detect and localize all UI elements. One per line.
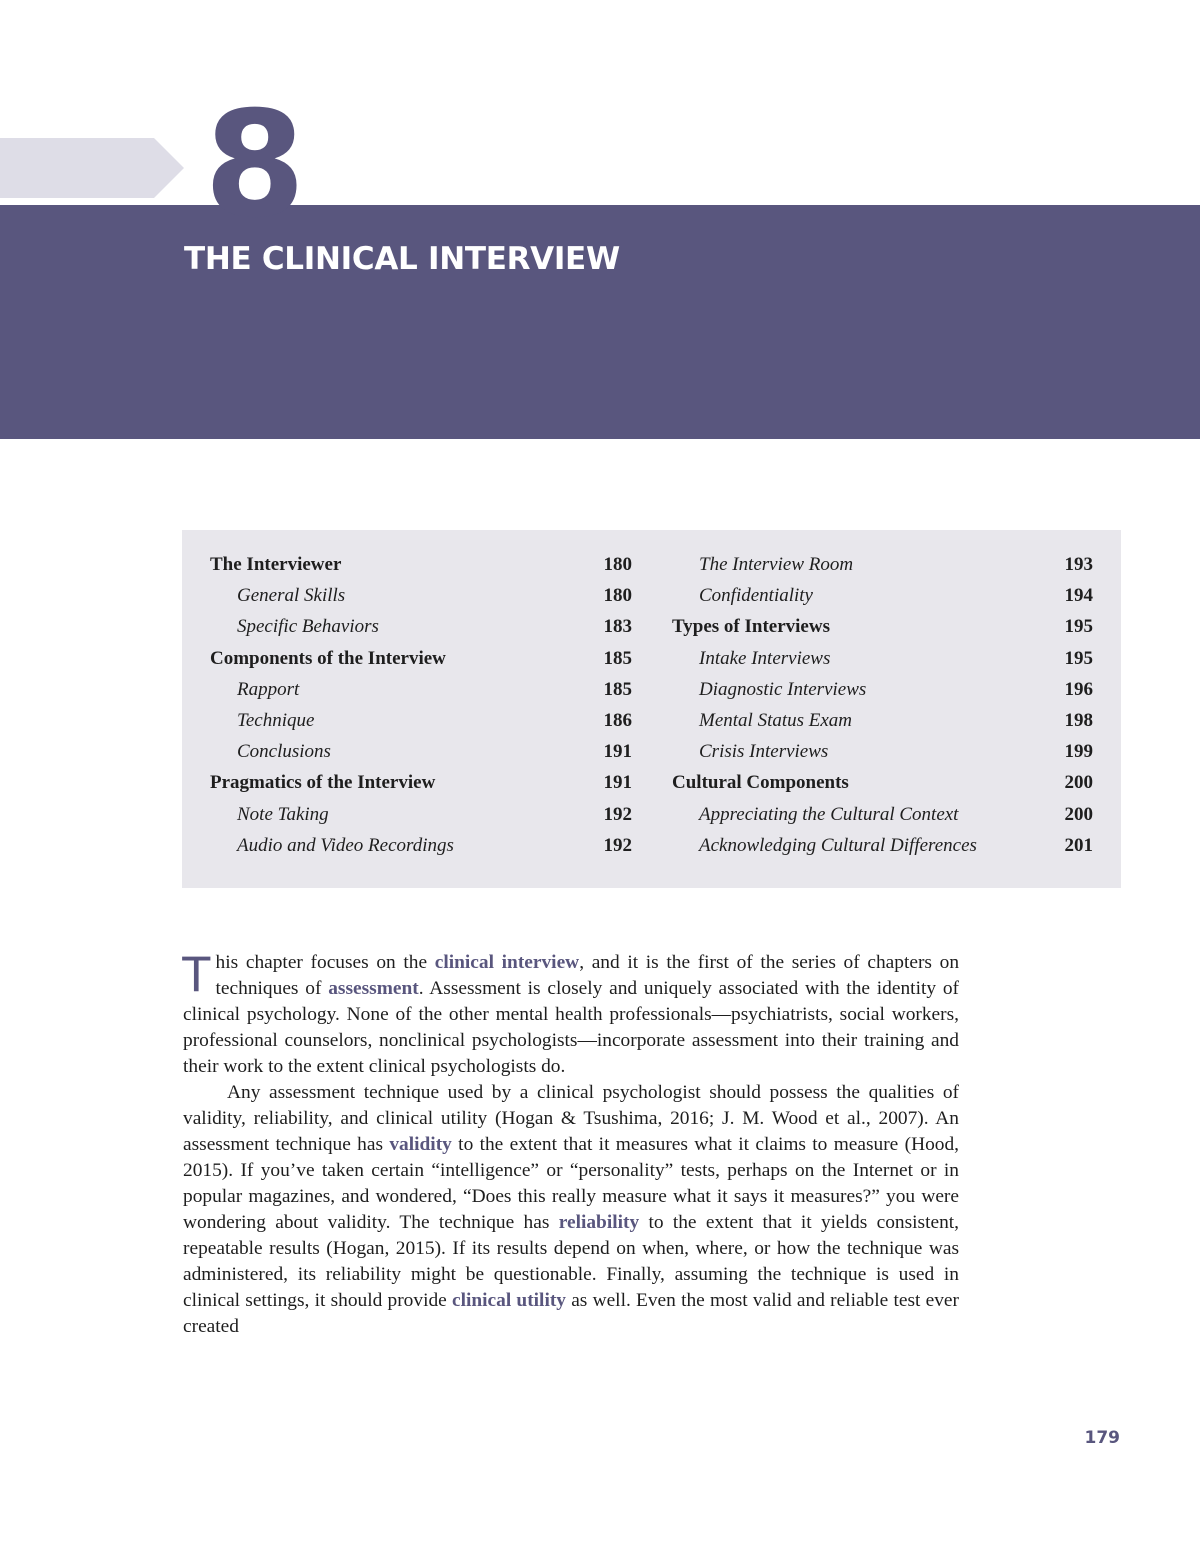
contents-entry-label: Cultural Components — [672, 772, 849, 794]
contents-entry-label: Rapport — [237, 678, 300, 700]
contents-entry-label: Note Taking — [237, 803, 329, 825]
contents-entry — [210, 643, 632, 674]
text-run: to the extent that it measures what it claims to measure (Hood, 2015). If you’ve taken certain “intelligence” or “personality” tests, perhaps on the Internet or in popular magazines, and wondered, “Does this really measure what it says it measures?” you were wondering about validity. The technique has — [183, 1134, 960, 1233]
contents-entry — [672, 580, 1093, 611]
contents-entry-page: 196 — [1064, 678, 1093, 700]
contents-entry-page: 195 — [1064, 647, 1093, 669]
key-term-clinical-utility: clinical utility — [451, 1290, 566, 1311]
contents-entry-label: Crisis Interviews — [699, 741, 829, 763]
text-run: to the extent that it yields consistent, repeatable results (Hogan, 2015). If its results depend on when, where, or how the technique was administered, its reliability might be questionable. Finally, assuming the technique is used in clinical settings, it should provide — [183, 1212, 959, 1311]
contents-entry — [672, 549, 1093, 580]
contents-entry-label: Conclusions — [237, 741, 331, 763]
key-term-validity: validity — [389, 1134, 452, 1155]
key-term-assessment: assessment — [328, 978, 419, 999]
contents-entry-label: Types of Interviews — [672, 616, 830, 638]
key-term-reliability: reliability — [558, 1212, 640, 1233]
contents-entry-page: 193 — [1064, 554, 1093, 575]
contents-entry-page: 183 — [603, 616, 632, 638]
contents-entry-label: Acknowledging Cultural Differences — [699, 834, 977, 856]
contents-entry — [672, 736, 1093, 767]
contents-entry — [210, 799, 632, 830]
contents-entry-page: 200 — [1064, 772, 1093, 794]
contents-entry-page: 192 — [603, 803, 632, 825]
chapter-body — [181, 946, 960, 1340]
text-run: , and it is the first of the series of chapters on techniques of — [215, 952, 960, 999]
contents-entry-label: Mental Status Exam — [699, 709, 853, 731]
contents-entry — [672, 767, 1093, 798]
contents-entry-page: 198 — [1064, 709, 1093, 731]
page-number: 179 — [1084, 1428, 1120, 1448]
contents-entry-label: Specific Behaviors — [237, 616, 379, 638]
text-run: . Assessment is closely and uniquely associated with the identity of clinical psychology. None of the other mental health professionals—psychiatrists, social workers, professional counselors, nonclinical psychologists—incorporate assessment into their training and their work to the extent clinical psychologists do. — [183, 978, 959, 1077]
paragraph-intro — [181, 946, 960, 1080]
contents-entry — [672, 674, 1093, 705]
contents-entry-label: Diagnostic Interviews — [699, 678, 867, 700]
contents-entry-page: 180 — [603, 554, 632, 575]
contents-entry-label: Intake Interviews — [699, 647, 831, 669]
contents-entry — [672, 705, 1093, 736]
key-term-clinical-interview: clinical interview — [434, 952, 580, 973]
contents-entry-page: 195 — [1064, 616, 1093, 638]
contents-entry — [672, 643, 1093, 674]
contents-entry-label: Audio and Video Recordings — [237, 834, 454, 856]
contents-column-left — [210, 549, 632, 861]
contents-entry-page: 199 — [1064, 741, 1093, 763]
contents-entry — [210, 830, 632, 861]
chapter-tab-arrow — [0, 138, 184, 198]
contents-column-right — [672, 549, 1093, 861]
text-run: Any assessment technique used by a clinical psychologist should possess the qualities of validity, reliability, and clinical utility (Hogan & Tsushima, 2016; J. M. Wood et al., 2007). An assessment technique has — [183, 1082, 959, 1155]
contents-entry-label: Technique — [237, 709, 315, 731]
contents-entry-page: 201 — [1064, 834, 1093, 856]
chapter-title: THE CLINICAL INTERVIEW — [184, 241, 620, 277]
contents-entry-page: 180 — [603, 585, 632, 607]
contents-entry-label: Confidentiality — [699, 585, 813, 607]
contents-entry — [210, 767, 632, 798]
contents-entry — [210, 736, 632, 767]
contents-entry-page: 200 — [1064, 803, 1093, 825]
text-run: his chapter focuses on the — [215, 952, 435, 973]
contents-entry-label: Appreciating the Cultural Context — [699, 803, 959, 825]
contents-entry-label: The Interviewer — [210, 554, 342, 575]
text-run: as well. Even the most valid and reliable test ever created — [183, 1290, 959, 1337]
contents-entry-page: 191 — [603, 741, 632, 763]
contents-entry-label: Components of the Interview — [210, 647, 446, 669]
contents-entry — [672, 611, 1093, 642]
contents-entry-page: 191 — [603, 772, 632, 794]
contents-entry-page: 194 — [1064, 585, 1093, 607]
contents-entry-page: 192 — [603, 834, 632, 856]
contents-entry-page: 185 — [603, 647, 632, 669]
contents-entry — [210, 705, 632, 736]
contents-entry — [672, 799, 1093, 830]
contents-entry-page: 186 — [603, 709, 632, 731]
drop-cap: T — [181, 946, 212, 1002]
contents-entry-page: 185 — [603, 678, 632, 700]
chapter-number: 8 — [204, 80, 302, 250]
contents-entry — [672, 830, 1093, 861]
contents-entry — [210, 674, 632, 705]
paragraph-assessment-qualities — [183, 1080, 959, 1340]
contents-entry-label: Pragmatics of the Interview — [210, 772, 436, 794]
contents-entry-label: General Skills — [237, 585, 346, 607]
contents-entry-label: The Interview Room — [699, 554, 854, 575]
contents-entry — [210, 611, 632, 642]
contents-entry — [210, 580, 632, 611]
contents-entry — [210, 549, 632, 580]
